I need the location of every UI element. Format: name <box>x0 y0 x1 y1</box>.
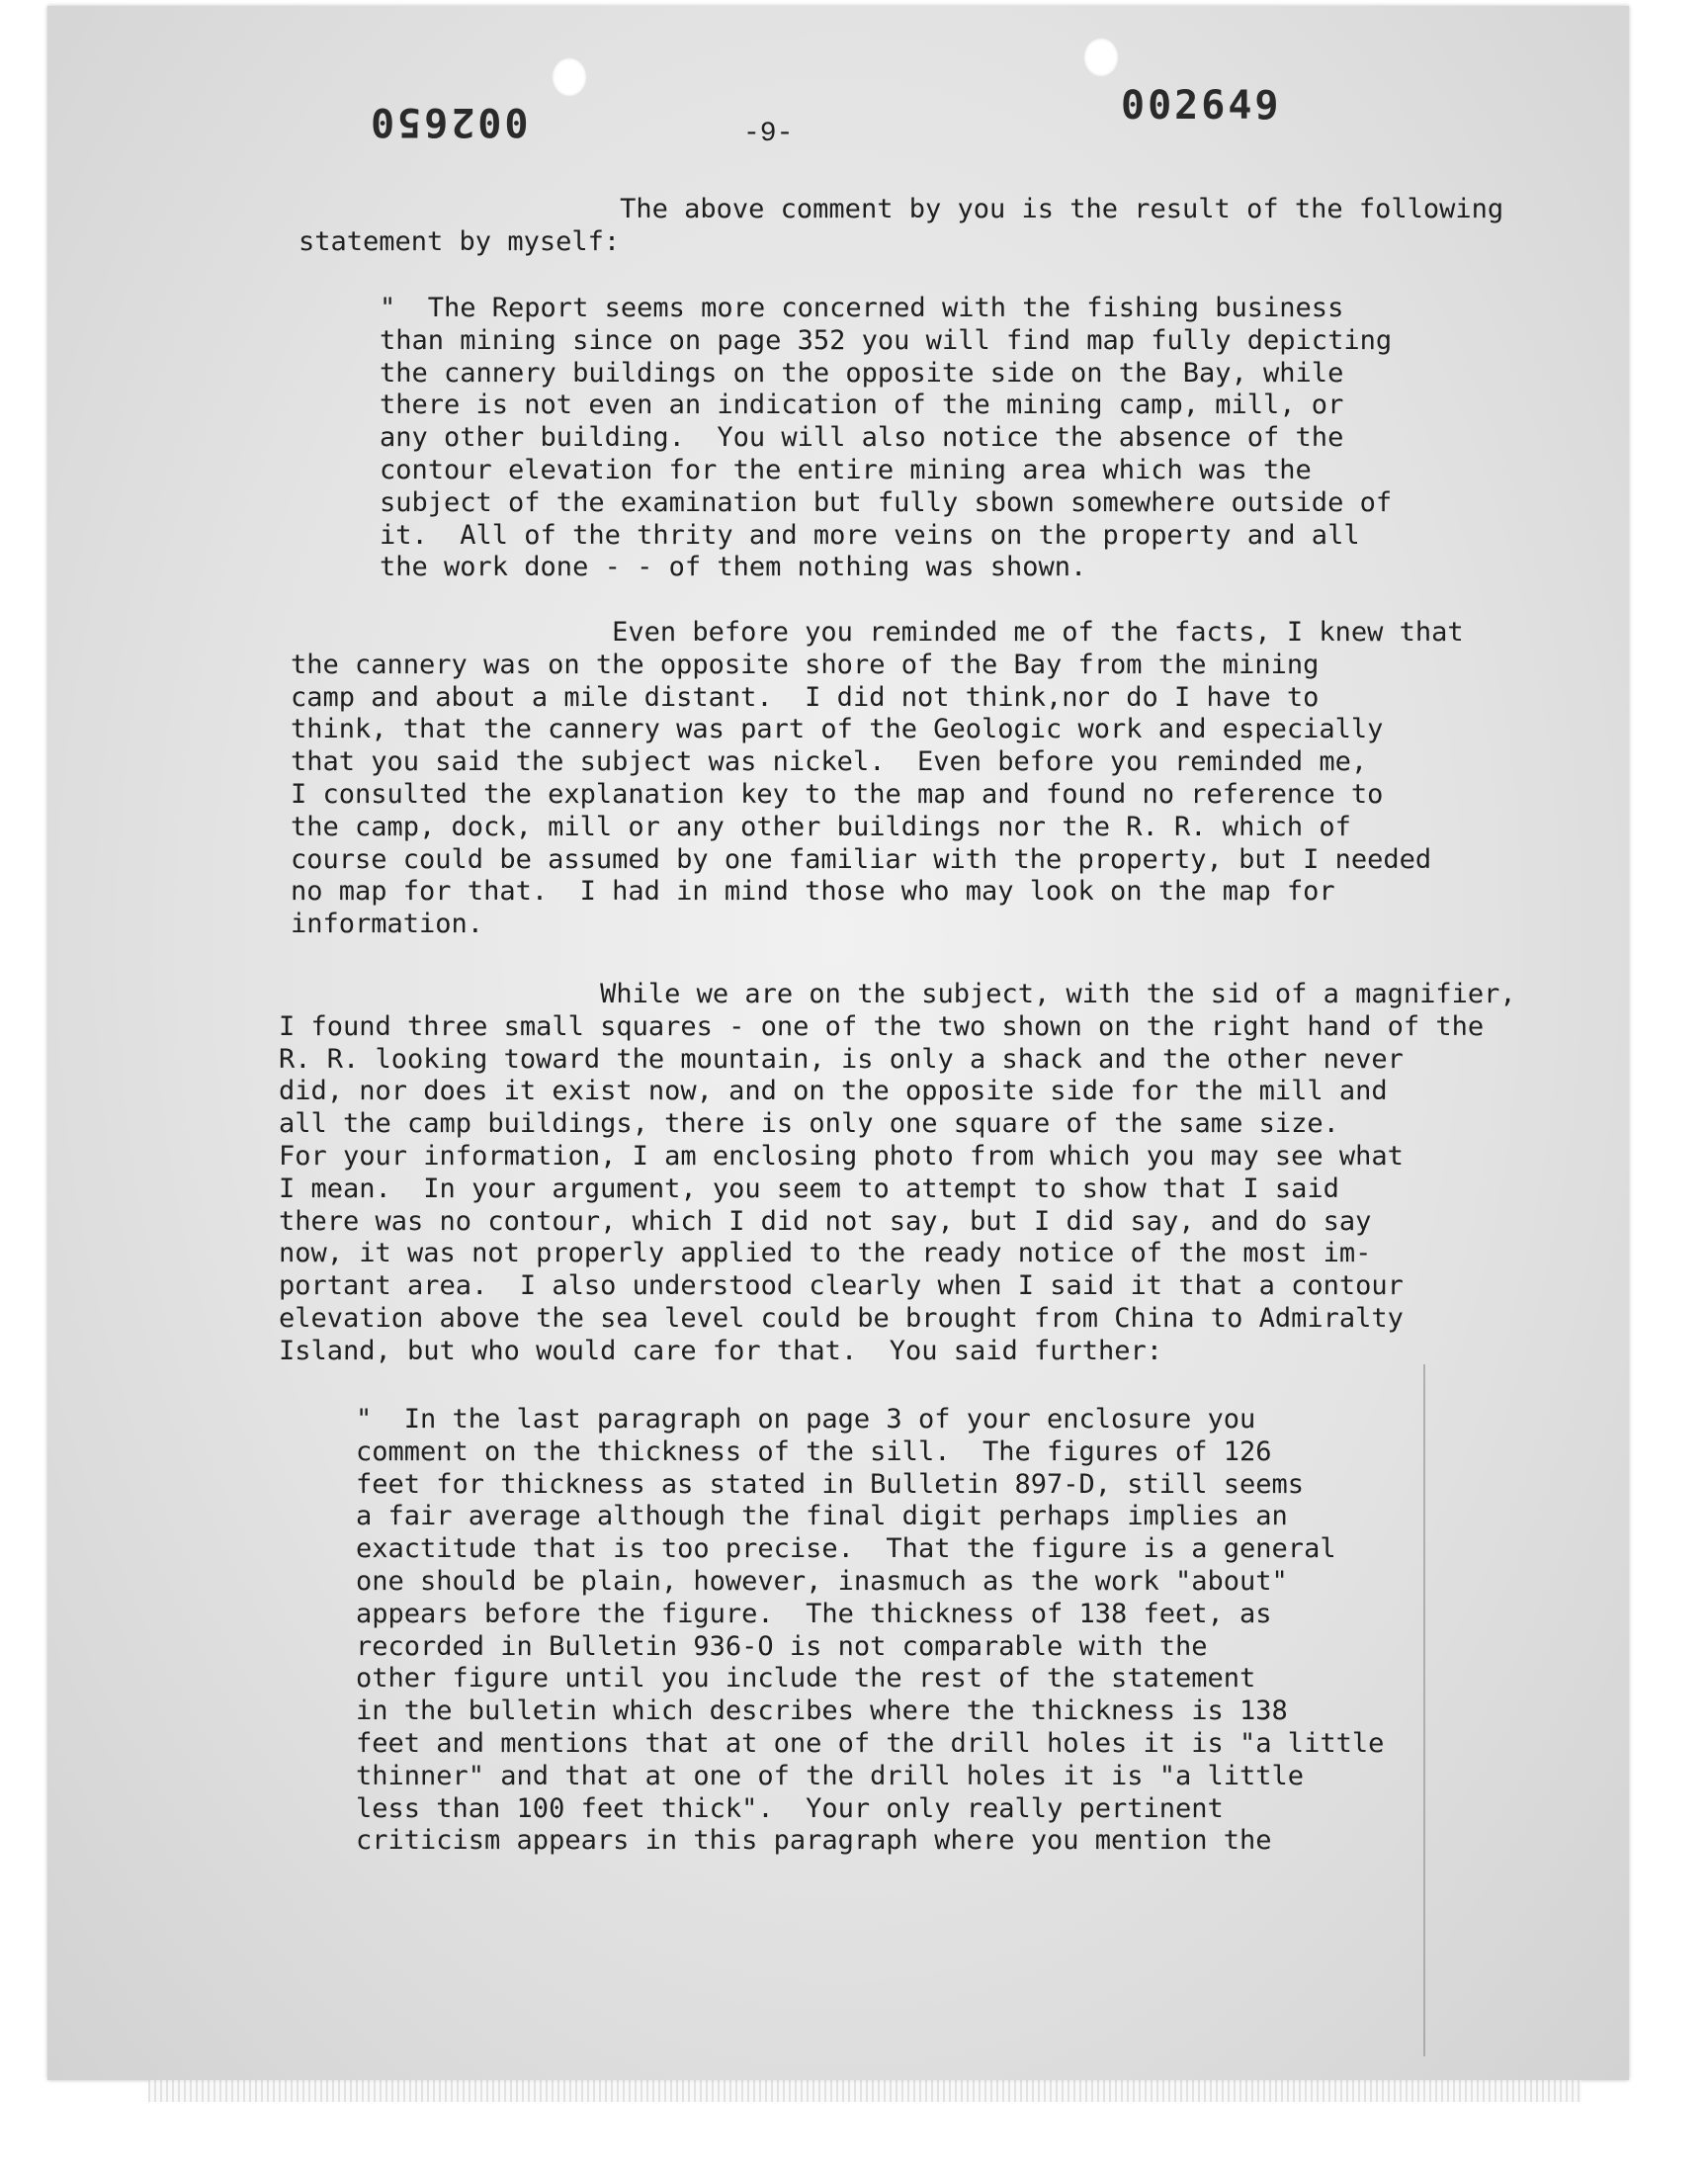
text-line: comment on the thickness of the sill. The figures of 126 <box>356 1436 1272 1467</box>
text-line: now, it was not properly applied to the ready notice of the most im- <box>279 1238 1372 1269</box>
quote-report-comment <box>380 293 1392 584</box>
text-line: Island, but who would care for that. You said further: <box>279 1335 1163 1366</box>
text-line: exactitude that is too precise. That the figure is a general <box>356 1533 1336 1565</box>
text-line: it. All of the thrity and more veins on the property and all <box>380 519 1360 551</box>
text-line: than mining since on page 352 you will find map fully depicting <box>380 324 1393 356</box>
scan-edge-artifact <box>148 2080 1581 2102</box>
text-line: no map for that. I had in mind those who may look on the map for <box>291 876 1335 908</box>
text-line: I mean. In your argument, you seem to attempt to show that I said <box>279 1173 1339 1204</box>
punch-hole-right <box>1083 38 1119 77</box>
margin-line <box>1423 1364 1425 2056</box>
text-line: statement by myself: <box>299 225 621 257</box>
bates-stamp-right: 002649 <box>1121 83 1282 129</box>
text-line: I found three small squares - one of the two shown on the right hand of the <box>279 1010 1485 1042</box>
text-line: did, nor does it exist now, and on the opposite side for the mill and <box>279 1076 1388 1107</box>
text-line: appears before the figure. The thickness of 138 feet, as <box>356 1598 1272 1629</box>
paragraph-cannery <box>291 617 1464 941</box>
text-line: " The Report seems more concerned with the fishing business <box>380 293 1344 323</box>
paragraph-intro <box>299 194 1503 259</box>
page-number: -9- <box>743 119 794 149</box>
text-line: While we are on the subject, with the sid of a magnifier, <box>279 979 1516 1009</box>
text-line: criticism appears in this paragraph where you mention the <box>356 1825 1272 1857</box>
text-line: the cannery was on the opposite shore of the Bay from the mining <box>291 649 1320 680</box>
text-line: one should be plain, however, inasmuch as the work "about" <box>356 1565 1288 1597</box>
text-line: any other building. You will also notice the absence of the <box>380 422 1344 454</box>
text-line: subject of the examination but fully sbown somewhere outside of <box>380 486 1393 518</box>
text-line: the camp, dock, mill or any other buildings nor the R. R. which of <box>291 811 1351 842</box>
text-line: there is not even an indication of the mining camp, mill, or <box>380 390 1344 421</box>
text-line: " In the last paragraph on page 3 of your enclosure you <box>356 1404 1256 1435</box>
quote-sill-thickness <box>356 1404 1384 1858</box>
text-line: Even before you reminded me of the facts, I knew that <box>291 617 1464 648</box>
text-line: in the bulletin which describes where the thickness is 138 <box>356 1696 1288 1727</box>
text-line: course could be assumed by one familiar with the property, but I needed <box>291 843 1432 875</box>
text-line: information. <box>291 909 484 940</box>
text-line: thinner" and that at one of the drill holes it is "a little <box>356 1760 1305 1791</box>
text-line: For your information, I am enclosing photo from which you may see what <box>279 1140 1404 1172</box>
text-line: less than 100 feet thick". Your only really pertinent <box>356 1792 1224 1824</box>
paragraph-magnifier <box>279 979 1516 1368</box>
text-line: The above comment by you is the result of the following <box>299 194 1504 224</box>
text-line: feet for thickness as stated in Bulletin 897-D, still seems <box>356 1468 1305 1500</box>
text-line: portant area. I also understood clearly when I said it that a contour <box>279 1270 1404 1302</box>
text-line: camp and about a mile distant. I did not think,nor do I have to <box>291 681 1320 713</box>
text-line: I consulted the explanation key to the map and found no reference to <box>291 778 1384 810</box>
text-line: the work done - - of them nothing was shown. <box>380 552 1087 583</box>
text-line: contour elevation for the entire mining area which was the <box>380 454 1312 485</box>
text-line: that you said the subject was nickel. Even before you reminded me, <box>291 746 1368 778</box>
text-line: other figure until you include the rest of the statement <box>356 1663 1256 1695</box>
punch-hole-left <box>552 57 587 97</box>
text-line: think, that the cannery was part of the Geologic work and especially <box>291 714 1384 745</box>
text-line: all the camp buildings, there is only one square of the same size. <box>279 1108 1339 1140</box>
text-line: elevation above the sea level could be brought from China to Admiralty <box>279 1302 1404 1334</box>
text-line: there was no contour, which I did not say, but I did say, and do say <box>279 1205 1372 1237</box>
text-line: a fair average although the final digit perhaps implies an <box>356 1501 1288 1532</box>
text-line: feet and mentions that at one of the drill holes it is "a little <box>356 1727 1385 1759</box>
bates-stamp-left: 002650 <box>368 99 529 144</box>
text-line: recorded in Bulletin 936-O is not comparable with the <box>356 1630 1208 1662</box>
text-line: the cannery buildings on the opposite side on the Bay, while <box>380 357 1344 389</box>
text-line: R. R. looking toward the mountain, is only a shack and the other never <box>279 1043 1404 1075</box>
